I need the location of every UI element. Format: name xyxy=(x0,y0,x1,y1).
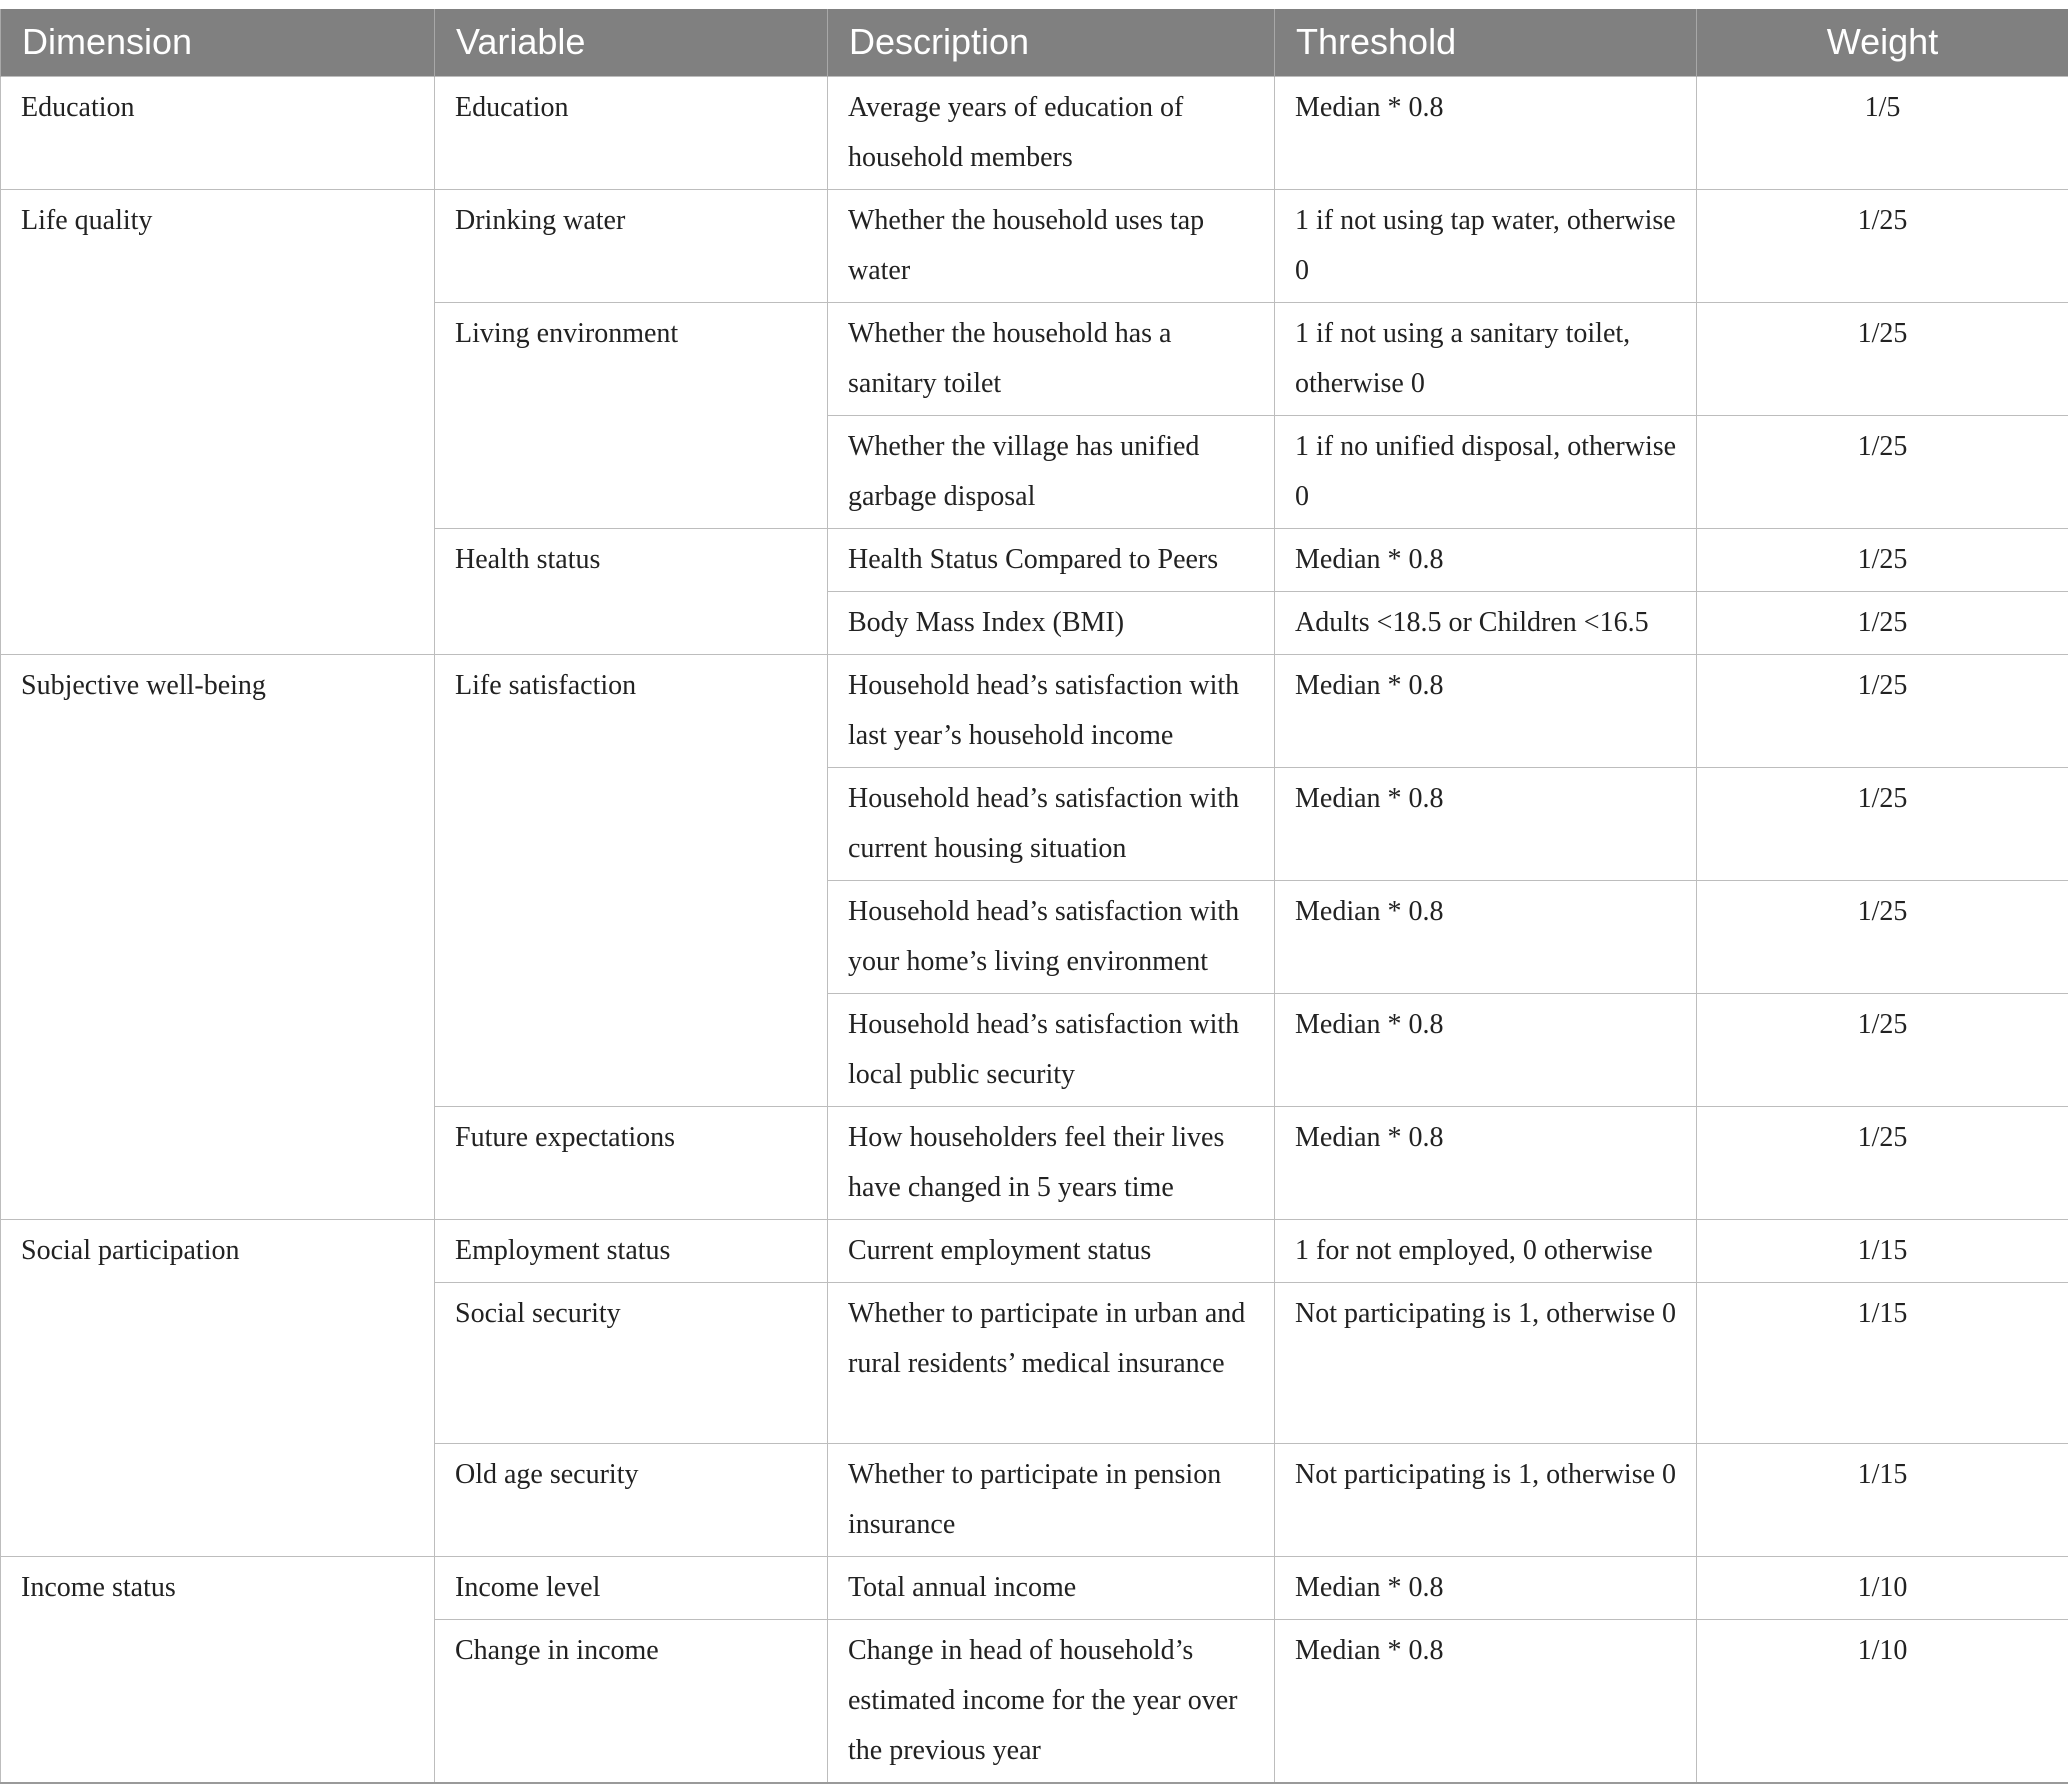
description-cell: Body Mass Index (BMI) xyxy=(828,591,1275,654)
dimension-cell: Income status xyxy=(1,1556,435,1783)
description-cell: Average years of education of household members xyxy=(828,76,1275,189)
threshold-cell: Median * 0.8 xyxy=(1275,1556,1697,1619)
threshold-cell: 1 if no unified disposal, otherwise 0 xyxy=(1275,415,1697,528)
weight-cell: 1/25 xyxy=(1697,528,2068,591)
weight-cell: 1/25 xyxy=(1697,189,2068,302)
threshold-cell: Median * 0.8 xyxy=(1275,767,1697,880)
variable-cell: Health status xyxy=(435,528,828,654)
description-cell: How householders feel their lives have changed in 5 years time xyxy=(828,1106,1275,1219)
dimension-cell: Subjective well-being xyxy=(1,654,435,1219)
dimension-cell: Social participation xyxy=(1,1219,435,1556)
description-cell: Whether the household has a sanitary toilet xyxy=(828,302,1275,415)
variable-cell: Old age security xyxy=(435,1443,828,1556)
indicator-table xyxy=(0,9,2068,1784)
description-cell: Current employment status xyxy=(828,1219,1275,1282)
table-row xyxy=(1,189,2068,302)
description-cell: Household head’s satisfaction with current housing situation xyxy=(828,767,1275,880)
variable-cell: Change in income xyxy=(435,1619,828,1783)
threshold-cell: Median * 0.8 xyxy=(1275,993,1697,1106)
weight-cell: 1/25 xyxy=(1697,302,2068,415)
weight-cell: 1/5 xyxy=(1697,76,2068,189)
header-threshold: Threshold xyxy=(1275,9,1697,76)
indicator-table-container xyxy=(0,9,2068,1784)
threshold-cell: Median * 0.8 xyxy=(1275,528,1697,591)
weight-cell: 1/25 xyxy=(1697,415,2068,528)
weight-cell: 1/25 xyxy=(1697,1106,2068,1219)
threshold-cell: Adults <18.5 or Children <16.5 xyxy=(1275,591,1697,654)
threshold-cell: Median * 0.8 xyxy=(1275,76,1697,189)
description-cell: Household head’s satisfaction with local public security xyxy=(828,993,1275,1106)
weight-cell: 1/25 xyxy=(1697,993,2068,1106)
variable-cell: Social security xyxy=(435,1282,828,1443)
header-variable: Variable xyxy=(435,9,828,76)
threshold-cell: Not participating is 1, otherwise 0 xyxy=(1275,1282,1697,1443)
header-dimension: Dimension xyxy=(1,9,435,76)
description-cell: Household head’s satisfaction with your home’s living environment xyxy=(828,880,1275,993)
table-row xyxy=(1,654,2068,767)
variable-cell: Income level xyxy=(435,1556,828,1619)
threshold-cell: 1 if not using a sanitary toilet, otherwise 0 xyxy=(1275,302,1697,415)
dimension-cell: Education xyxy=(1,76,435,189)
variable-cell: Life satisfaction xyxy=(435,654,828,1106)
threshold-cell: Median * 0.8 xyxy=(1275,1106,1697,1219)
header-description: Description xyxy=(828,9,1275,76)
description-cell: Total annual income xyxy=(828,1556,1275,1619)
table-row xyxy=(1,76,2068,189)
description-cell: Whether the household uses tap water xyxy=(828,189,1275,302)
weight-cell: 1/25 xyxy=(1697,880,2068,993)
threshold-cell: Not participating is 1, otherwise 0 xyxy=(1275,1443,1697,1556)
weight-cell: 1/25 xyxy=(1697,654,2068,767)
header-weight: Weight xyxy=(1697,9,2068,76)
table-row xyxy=(1,1219,2068,1282)
table-header-row xyxy=(1,9,2068,76)
weight-cell: 1/10 xyxy=(1697,1556,2068,1619)
dimension-cell: Life quality xyxy=(1,189,435,654)
variable-cell: Living environment xyxy=(435,302,828,528)
description-cell: Whether to participate in urban and rural residents’ medical insurance xyxy=(828,1282,1275,1443)
variable-cell: Education xyxy=(435,76,828,189)
threshold-cell: Median * 0.8 xyxy=(1275,1619,1697,1783)
variable-cell: Employment status xyxy=(435,1219,828,1282)
description-cell: Whether the village has unified garbage disposal xyxy=(828,415,1275,528)
description-cell: Household head’s satisfaction with last year’s household income xyxy=(828,654,1275,767)
threshold-cell: 1 for not employed, 0 otherwise xyxy=(1275,1219,1697,1282)
table-row xyxy=(1,1556,2068,1619)
threshold-cell: Median * 0.8 xyxy=(1275,654,1697,767)
threshold-cell: Median * 0.8 xyxy=(1275,880,1697,993)
variable-cell: Drinking water xyxy=(435,189,828,302)
description-cell: Change in head of household’s estimated income for the year over the previous year xyxy=(828,1619,1275,1783)
threshold-cell: 1 if not using tap water, otherwise 0 xyxy=(1275,189,1697,302)
weight-cell: 1/10 xyxy=(1697,1619,2068,1783)
description-cell: Whether to participate in pension insurance xyxy=(828,1443,1275,1556)
weight-cell: 1/25 xyxy=(1697,767,2068,880)
description-cell: Health Status Compared to Peers xyxy=(828,528,1275,591)
weight-cell: 1/15 xyxy=(1697,1219,2068,1282)
weight-cell: 1/25 xyxy=(1697,591,2068,654)
weight-cell: 1/15 xyxy=(1697,1282,2068,1443)
variable-cell: Future expectations xyxy=(435,1106,828,1219)
weight-cell: 1/15 xyxy=(1697,1443,2068,1556)
